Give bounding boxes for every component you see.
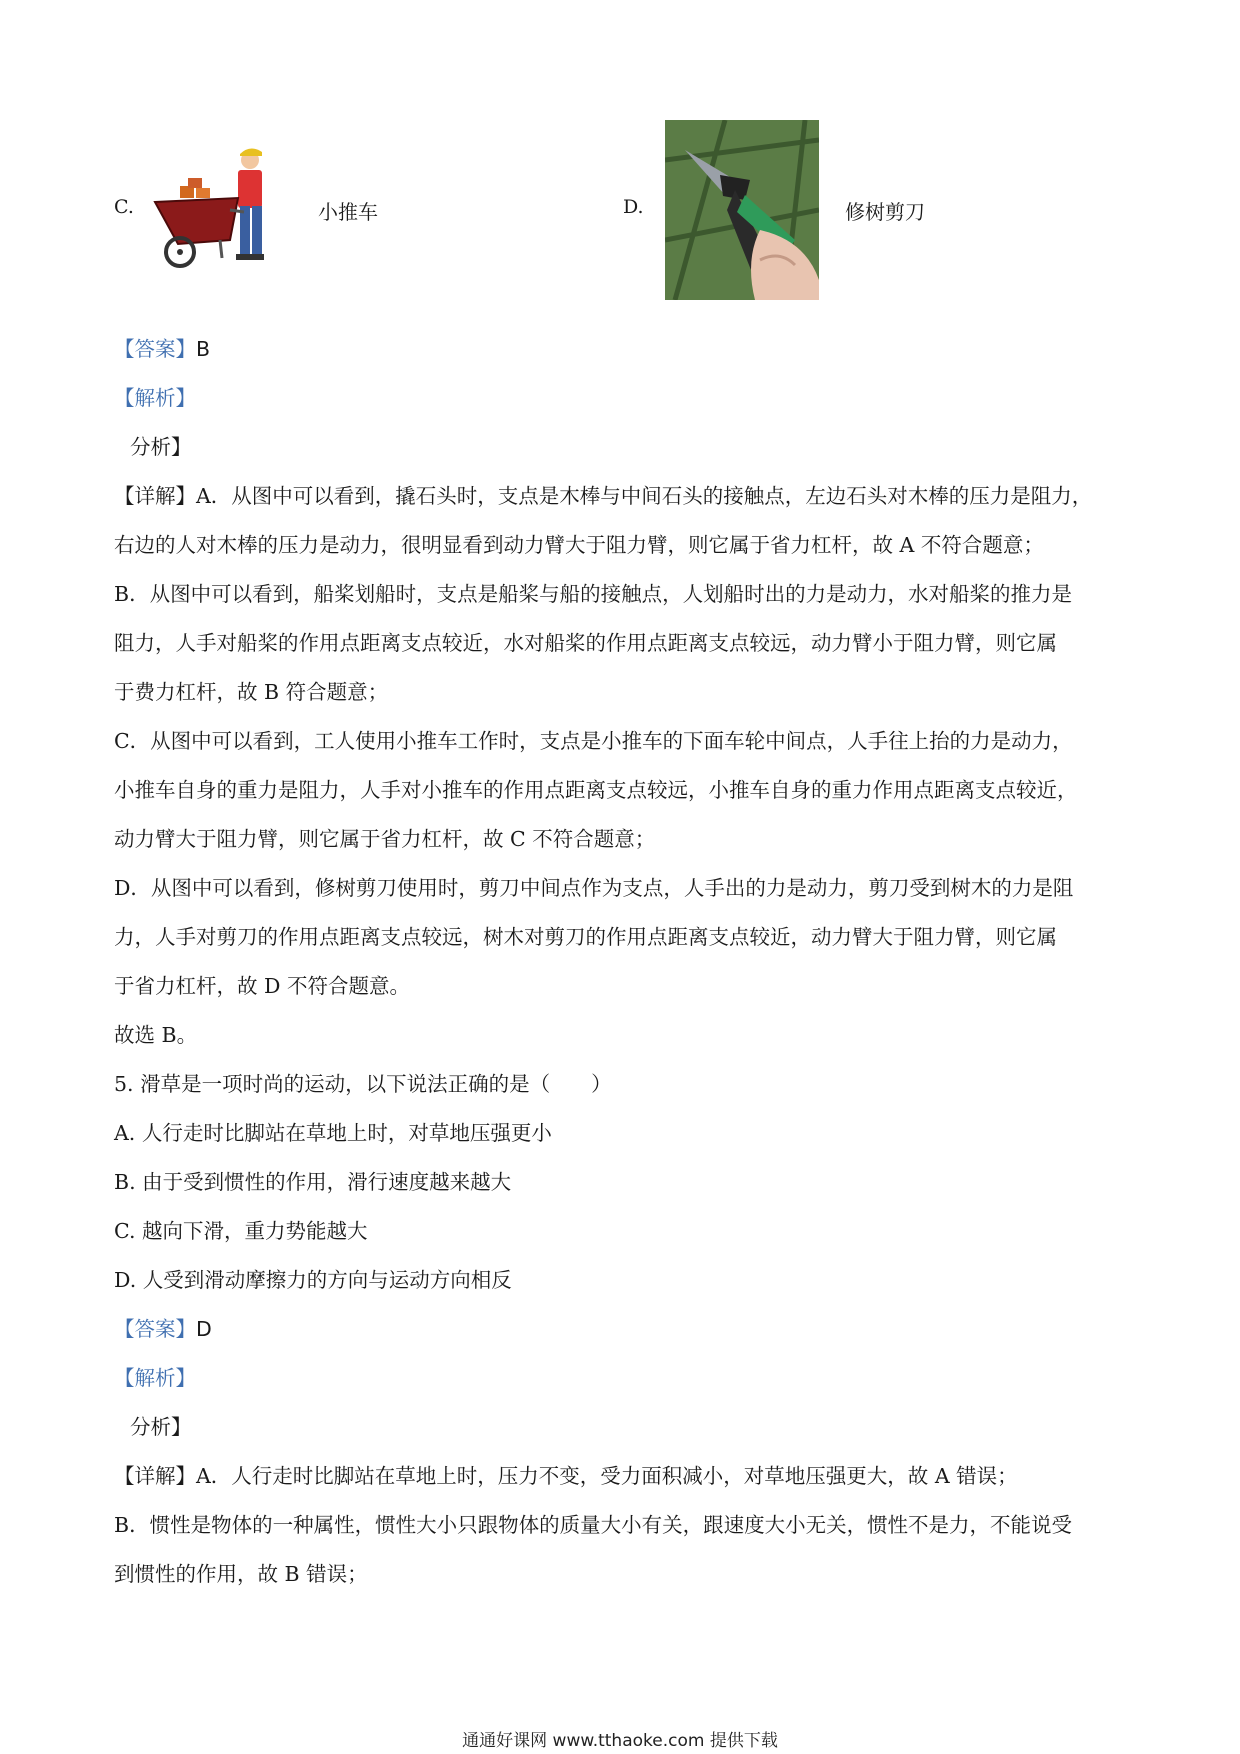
q4-line-10: 于省力杠杆，故 D 不符合题意。 <box>114 974 410 998</box>
q4-line-6: 小推车自身的重力是阻力，人手对小推车的作用点距离支点较远，小推车自身的重力作用点距离支点较近， <box>114 778 1078 802</box>
q4-line-3: 阻力，人手对船桨的作用点距离支点较近，水对船桨的作用点距离支点较远，动力臂小于阻力臂，则它属 <box>114 631 1057 655</box>
q4-line-8: D．从图中可以看到，修树剪刀使用时，剪刀中间点作为支点，人手出的力是动力，剪刀受到树木的力是阻 <box>114 876 1074 900</box>
answer-value: D <box>196 1317 212 1341</box>
q4-line-0: 【详解】A．从图中可以看到，撬石头时，支点是木棒与中间石头的接触点，左边石头对木棒的压力是阻力， <box>114 484 1093 508</box>
q5-line-1: B．惯性是物体的一种属性，惯性大小只跟物体的质量大小有关，跟速度大小无关，惯性不是力，不能说受 <box>114 1513 1073 1537</box>
q5-stem: 5. 滑草是一项时尚的运动，以下说法正确的是（ ） <box>114 1072 612 1096</box>
q4-fenxi: 分析】 <box>130 435 192 459</box>
page-footer: 通通好课网 www.tthaoke.com 提供下载 <box>462 1731 778 1751</box>
option-c-caption: 小推车 <box>318 200 378 224</box>
option-d-label: D. <box>623 196 644 218</box>
q5-line-2: 到惯性的作用，故 B 错误； <box>114 1562 368 1586</box>
q4-answer <box>114 334 210 364</box>
q5-option-c: C. 越向下滑，重力势能越大 <box>114 1219 368 1243</box>
answer-tag: 【答案】 <box>114 1317 196 1341</box>
pruning-shears-image <box>665 120 819 300</box>
answer-value: B <box>196 337 211 361</box>
q5-option-a: A. 人行走时比脚站在草地上时，对草地压强更小 <box>114 1121 552 1145</box>
answer-tag: 【答案】 <box>114 337 196 361</box>
q5-line-0: 【详解】A．人行走时比脚站在草地上时，压力不变，受力面积减小，对草地压强更大，故 A 错误； <box>114 1464 1018 1488</box>
q4-line-11: 故选 B。 <box>114 1023 198 1047</box>
q5-answer <box>114 1314 212 1344</box>
option-c-label: C. <box>114 196 134 218</box>
q4-line-2: B．从图中可以看到，船桨划船时，支点是船桨与船的接触点，人划船时出的力是动力，水对船桨的推力是 <box>114 582 1073 606</box>
q5-fenxi: 分析】 <box>130 1415 192 1439</box>
q4-line-4: 于费力杠杆，故 B 符合题意； <box>114 680 389 704</box>
wheelbarrow-image <box>150 140 305 290</box>
q4-line-1: 右边的人对木棒的压力是动力，很明显看到动力臂大于阻力臂，则它属于省力杠杆，故 A 不符合题意； <box>114 533 1044 557</box>
q4-analysis-tag: 【解析】 <box>114 386 196 410</box>
option-d-caption: 修树剪刀 <box>845 200 925 224</box>
q5-option-d: D. 人受到滑动摩擦力的方向与运动方向相反 <box>114 1268 512 1292</box>
q5-analysis-tag: 【解析】 <box>114 1366 196 1390</box>
q4-line-7: 动力臂大于阻力臂，则它属于省力杠杆，故 C 不符合题意； <box>114 827 656 851</box>
q4-line-5: C．从图中可以看到，工人使用小推车工作时，支点是小推车的下面车轮中间点，人手往上抬的力是动力， <box>114 729 1073 753</box>
q4-line-9: 力，人手对剪刀的作用点距离支点较远，树木对剪刀的作用点距离支点较近，动力臂大于阻力臂，则它属 <box>114 925 1057 949</box>
q5-option-b: B. 由于受到惯性的作用，滑行速度越来越大 <box>114 1170 512 1194</box>
